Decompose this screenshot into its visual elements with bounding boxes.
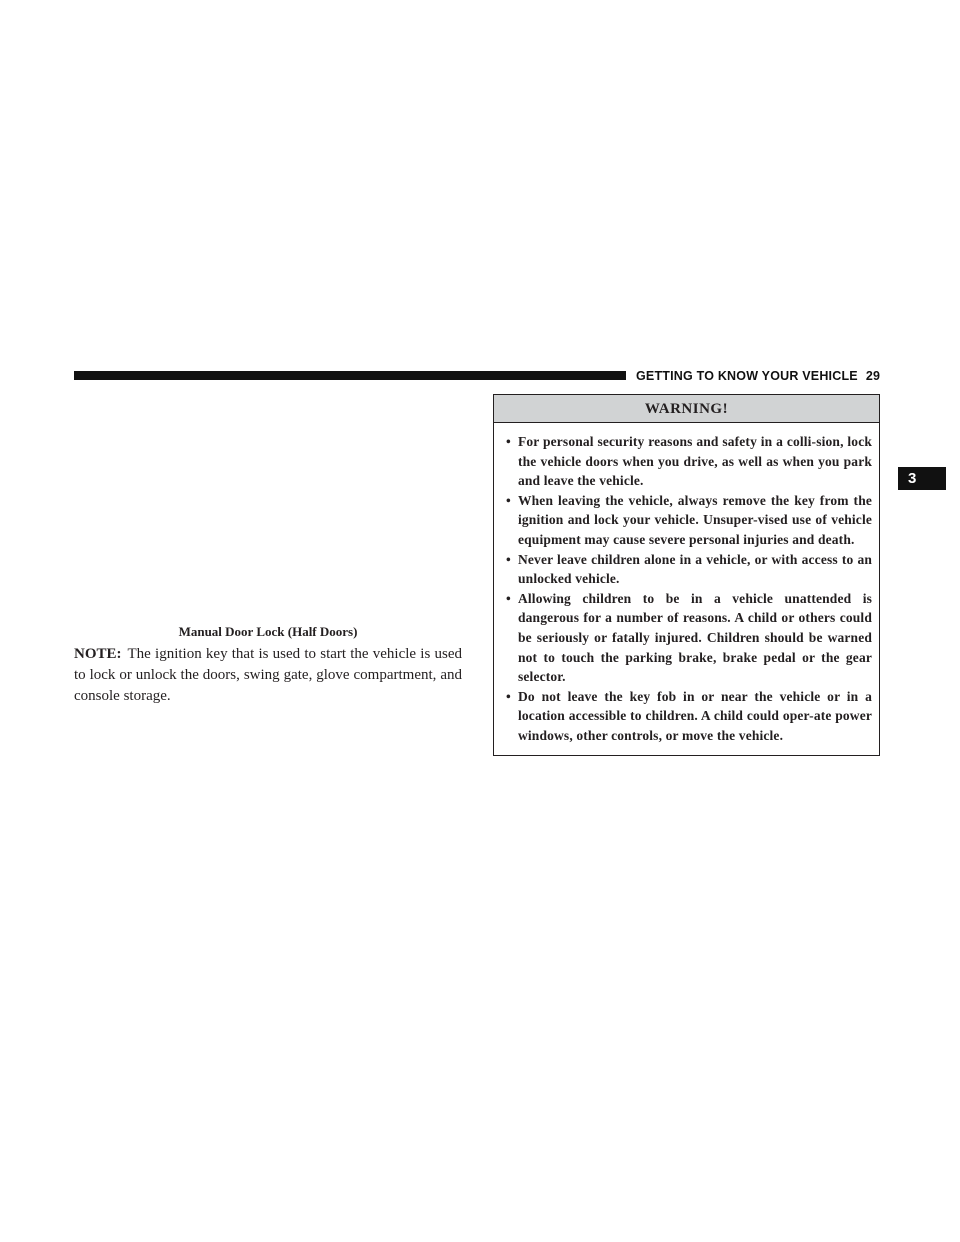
warning-item-text: Do not leave the key fob in or near the vehicle or in a location accessible to children. A child could oper-ate power windows, other controls, or move the vehicle. [518,688,872,743]
chapter-tab: 3 [898,467,946,490]
figure-caption: Manual Door Lock (Half Doors) [178,624,358,639]
warning-title: WARNING! [494,395,879,423]
warning-item [506,589,872,687]
note-label: NOTE: [74,646,122,662]
warning-item-text: When leaving the vehicle, always remove the key from the ignition and lock your vehicle. Unsuper-vised use of vehicle equipment may cause severe personal injuries and death. [518,492,872,547]
warning-list [494,423,879,755]
running-header [636,368,880,384]
note-paragraph [74,644,462,707]
warning-box [493,394,880,756]
warning-item [506,491,872,550]
warning-item-text: Allowing children to be in a vehicle unattended is dangerous for a number of reasons. A child or others could be seriously or fatally injured. Children should be warned not to touch the parking brake, brake pedal or the gear selector. [518,590,872,685]
page-number: 29 [865,369,881,383]
bullet-icon: • [506,492,511,508]
warning-item [506,550,872,589]
warning-item-text: Never leave children alone in a vehicle, or with access to an unlocked vehicle. [518,551,872,587]
warning-item-text: For personal security reasons and safety in a colli-sion, lock the vehicle doors when you drive, as well as when you park and leave the vehicle. [518,434,872,489]
bullet-icon: • [506,590,511,606]
section-title: GETTING TO KNOW YOUR VEHICLE [636,369,858,383]
warning-item [506,687,872,746]
note-text: The ignition key that is used to start the vehicle is used to lock or unlock the doors, swing gate, glove compartment, and console storage. [74,646,462,704]
bullet-icon: • [506,688,511,704]
figure-image-placeholder [74,396,462,620]
bullet-icon: • [506,551,511,567]
warning-item [506,432,872,491]
bullet-icon: • [506,434,511,449]
header-rule [74,371,626,380]
